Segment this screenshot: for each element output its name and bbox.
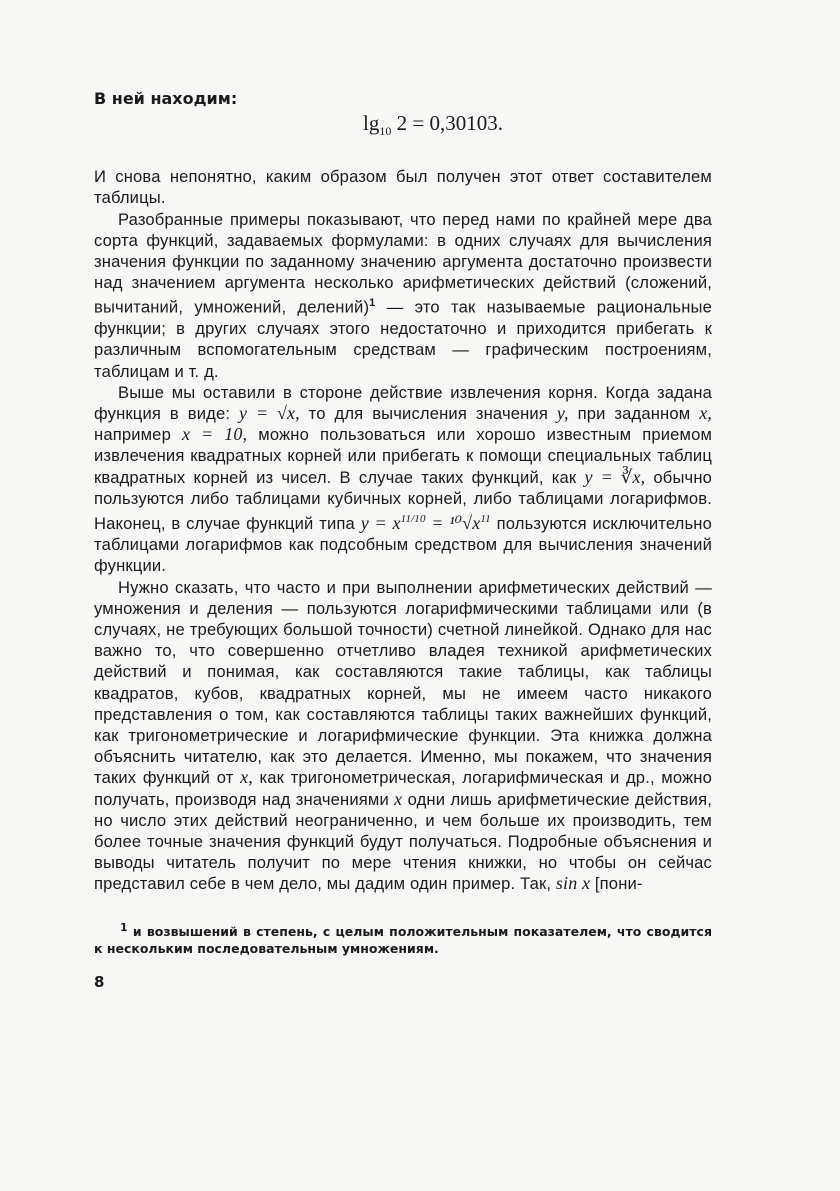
footnote-ref: 1	[369, 297, 376, 310]
var-x: x,	[699, 402, 712, 423]
paragraph-3-text-g: обычно пользуются либо таблицами кубичных корней, либо таблицами логарифмов. Наконец, в случае функций типа	[94, 467, 713, 533]
formula-sqrt: y = √x,	[238, 402, 300, 423]
page-number: 8	[94, 972, 105, 991]
paragraph-1: И снова непонятно, каким образом был получен этот ответ составителем таблицы.	[94, 167, 712, 208]
paragraph-4-text-d: [пони-	[590, 874, 643, 894]
formula-sin-x: sin x	[555, 873, 591, 894]
paragraph-3-text-h: пользуются исключительно таблицами логарифмов как подсобным средством для вычисления значений функции.	[94, 513, 712, 576]
footnote	[94, 919, 712, 957]
formula-power-root: = ¹⁰√x	[425, 512, 481, 533]
formula-lg: lg	[363, 111, 380, 135]
formula-base: 10	[379, 124, 392, 139]
paragraph-4-text-c: одни лишь арифметические действия, но число этих действий неограниченно, и чем больше их производить, тем более точные значения функций будут получаться. Подробные объяснения и выводы читатель получит по мере чтения книжки, но чтобы он сейчас представил себе в чем дело, мы дадим один пример. Так,	[94, 789, 712, 894]
paragraph-3-text-a: Выше мы оставили в стороне действие извлечения корня. Когда задана функция в виде:	[94, 382, 712, 423]
footnote-mark: 1	[120, 920, 128, 934]
paragraph-2	[94, 209, 712, 382]
paragraph-2-text-b: — это так называемые рациональные функции; в других случаях этого недостаточно и приходится прибегать к различным вспомогательным средствам — графическим построениям, таблицам и т. д.	[94, 297, 712, 381]
paragraph-3-text-e: можно пользоваться или хорошо известным приемом извлечения квадратных корней или прибегать к помощи специальных таблиц квадратных корней из чисел. В случае таких функций, как	[94, 425, 712, 487]
paragraph-4	[94, 577, 712, 895]
paragraph-3	[94, 382, 712, 577]
formula-x-eq-10: x = 10,	[181, 424, 248, 445]
var-y: y,	[556, 402, 569, 423]
formula-lg10	[154, 108, 712, 146]
formula-rest: 2 = 0,30103.	[391, 111, 503, 135]
var-x-2: x,	[240, 767, 253, 788]
var-x-3: x	[394, 788, 403, 809]
paragraph-4-text-b: как тригонометрическая, логарифмическая и др., можно получать, производя над значениями	[94, 768, 712, 809]
paragraph-3-text-d: например	[94, 425, 182, 445]
formula-power-exp: 11/10	[400, 512, 426, 525]
paragraph-3-text-c: при заданном	[568, 403, 700, 423]
formula-power	[361, 513, 491, 533]
paragraph-2-text-a: Разобранные примеры показывают, что перед нами по крайней мере два сорта функций, задаваемых формулами: в одних случаях для вычисления значения функции по заданному значению аргумента достаточно произвести над значением аргумента несколько арифметических действий (сложений, вычитаний, умножений, делений)	[94, 209, 712, 317]
formula-power-base: y = x	[360, 512, 401, 533]
formula-power-root-exp: 11	[480, 512, 491, 525]
paragraph-3-text-b: то для вычисления значения	[299, 403, 557, 423]
paragraph-4-text-a: Нужно сказать, что часто и при выполнении арифметических действий — умножения и деления — пользуются логарифмическими таблицами или (в случаях, не требующих большой точности) счетной линейкой. Однако для нас важно то, что совершенно отчетливо владея техникой арифметических действий и понимая, как составляются такие таблицы, как таблицы квадратов, кубов, квадратных корней, мы не имеем часто никакого представления о том, как составляются таблицы таких важнейших функций, как тригонометрические и логарифмические функции. Эта книжка должна объяснить читателю, как это делается. Именно, мы покажем, что значения таких функций от	[94, 577, 712, 788]
footnote-text: и возвышений в степень, с целым положительным показателем, что сводится к нескольким последовательным умножениям.	[94, 923, 712, 956]
page	[94, 88, 712, 991]
lead-text: В ней находим:	[94, 89, 238, 108]
formula-cbrt: y = ∛x,	[584, 466, 646, 487]
